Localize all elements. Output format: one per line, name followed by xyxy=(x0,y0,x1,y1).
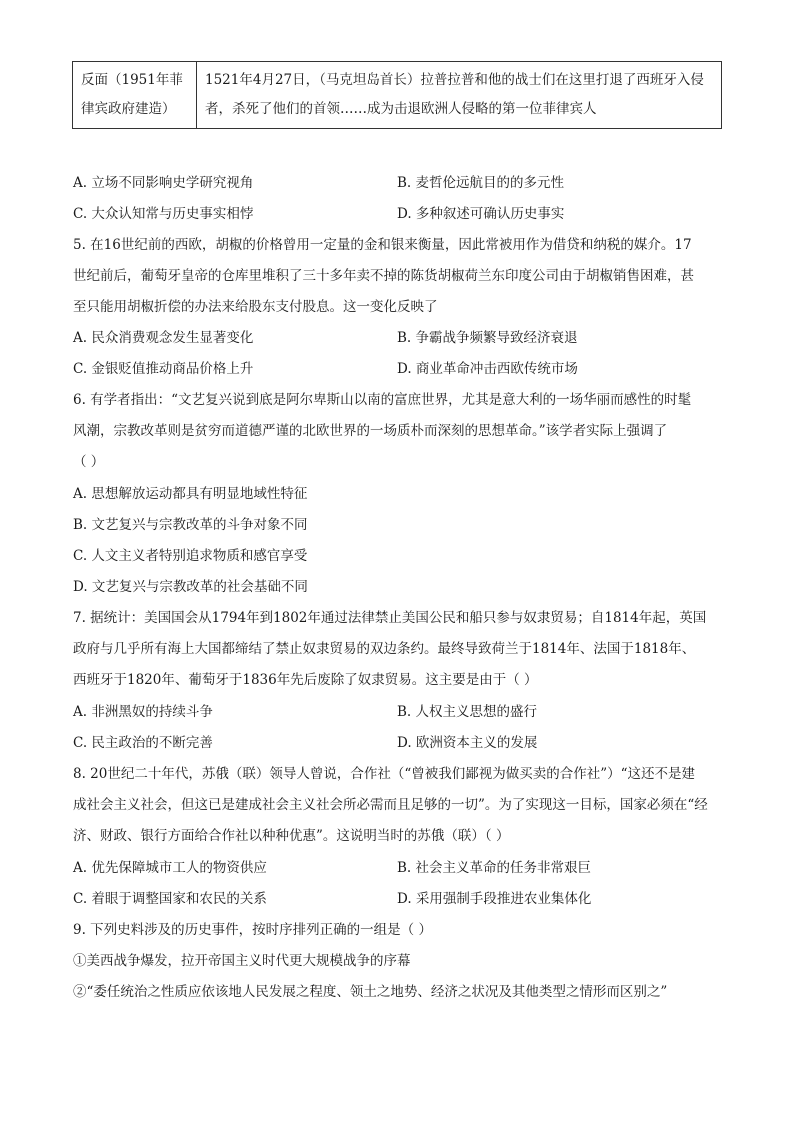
table-label-cell: 反面（1951年菲律宾政府建造） xyxy=(73,62,197,129)
q7-stem-line2: 政府与几乎所有海上大国都缔结了禁止奴隶贸易的双边条约。最终导致荷兰于1814年、法国于1818年、 xyxy=(73,641,696,657)
q8-stem-line2: 成社会主义社会，但这已是建成社会主义社会所必需而且足够的一切”。为了实现这一目标，国家必须在“经 xyxy=(73,797,708,813)
q4-option-b: B. 麦哲伦远航目的的多元性 xyxy=(397,175,565,191)
q5-option-b: B. 争霸战争频繁导致经济衰退 xyxy=(397,330,578,346)
q4-option-c: C. 大众认知常与历史事实相悖 xyxy=(73,206,254,222)
source-table xyxy=(72,61,722,129)
q6-stem-line2: 风潮，宗教改革则是贫穷而道德严谨的北欧世界的一场质朴而深刻的思想革命。”该学者实际上强调了 xyxy=(73,423,668,439)
q8-option-d: D. 采用强制手段推进农业集体化 xyxy=(397,891,592,907)
q5-option-a: A. 民众消费观念发生显著变化 xyxy=(73,330,254,346)
q6-stem-line3: （ ） xyxy=(73,454,105,470)
q6-option-a: A. 思想解放运动都具有明显地域性特征 xyxy=(73,486,308,502)
q9-source-1: ①美西战争爆发，拉开帝国主义时代更大规模战争的序幕 xyxy=(73,953,411,969)
q6-option-b: B. 文艺复兴与宗教改革的斗争对象不同 xyxy=(73,517,308,533)
table-content-cell: 1521年4月27日，（马克坦岛首长）拉普拉普和他的战士们在这里打退了西班牙入侵者，杀死了他们的首领……成为击退欧洲人侵略的第一位菲律宾人 xyxy=(197,62,722,129)
q7-option-d: D. 欧洲资本主义的发展 xyxy=(397,735,538,751)
q5-stem-line2: 世纪前后，葡萄牙皇帝的仓库里堆积了三十多年卖不掉的陈货胡椒荷兰东印度公司由于胡椒销售困难，甚 xyxy=(73,268,694,284)
q7-stem-line3: 西班牙于1820年、葡萄牙于1836年先后废除了奴隶贸易。这主要是由于（ ） xyxy=(73,672,538,688)
q8-option-c: C. 着眼于调整国家和农民的关系 xyxy=(73,891,267,907)
q9-source-2: ②“委任统治之性质应依该地人民发展之程度、领土之地势、经济之状况及其他类型之情形而区别之” xyxy=(73,984,668,1000)
q5-option-c: C. 金银贬值推动商品价格上升 xyxy=(73,361,254,377)
q5-stem-line1: 5. 在16世纪前的西欧，胡椒的价格曾用一定量的金和银来衡量，因此常被用作为借贷和纳税的媒介。17 xyxy=(73,237,692,253)
q6-option-d: D. 文艺复兴与宗教改革的社会基础不同 xyxy=(73,579,308,595)
q7-option-c: C. 民主政治的不断完善 xyxy=(73,735,213,751)
q7-stem-line1: 7. 据统计：美国国会从1794年到1802年通过法律禁止美国公民和船只参与奴隶贸易；自1814年起，英国 xyxy=(73,610,707,626)
q8-stem-line3: 济、财政、银行方面给合作社以种种优惠”。这说明当时的苏俄（联）（ ） xyxy=(73,828,510,844)
q6-stem-line1: 6. 有学者指出：“文艺复兴说到底是阿尔卑斯山以南的富庶世界，尤其是意大利的一场华丽而感性的时髦 xyxy=(73,392,692,408)
q4-option-a: A. 立场不同影响史学研究视角 xyxy=(73,175,254,191)
q5-stem-line3: 至只能用胡椒折偿的办法来给股东支付股息。这一变化反映了 xyxy=(73,299,438,315)
q8-stem-line1: 8. 20世纪二十年代，苏俄（联）领导人曾说，合作社（“曾被我们鄙视为做买卖的合作社”）“这还不是建 xyxy=(73,766,696,782)
q8-option-a: A. 优先保障城市工人的物资供应 xyxy=(73,860,267,876)
q4-option-d: D. 多种叙述可确认历史事实 xyxy=(397,206,565,222)
q6-option-c: C. 人文主义者特别追求物质和感官享受 xyxy=(73,548,308,564)
q7-option-a: A. 非洲黑奴的持续斗争 xyxy=(73,704,213,720)
table-row xyxy=(73,62,722,129)
q8-option-b: B. 社会主义革命的任务非常艰巨 xyxy=(397,860,592,876)
q7-option-b: B. 人权主义思想的盛行 xyxy=(397,704,538,720)
q9-stem-line1: 9. 下列史料涉及的历史事件，按时序排列正确的一组是（ ） xyxy=(73,922,432,938)
q5-option-d: D. 商业革命冲击西欧传统市场 xyxy=(397,361,578,377)
